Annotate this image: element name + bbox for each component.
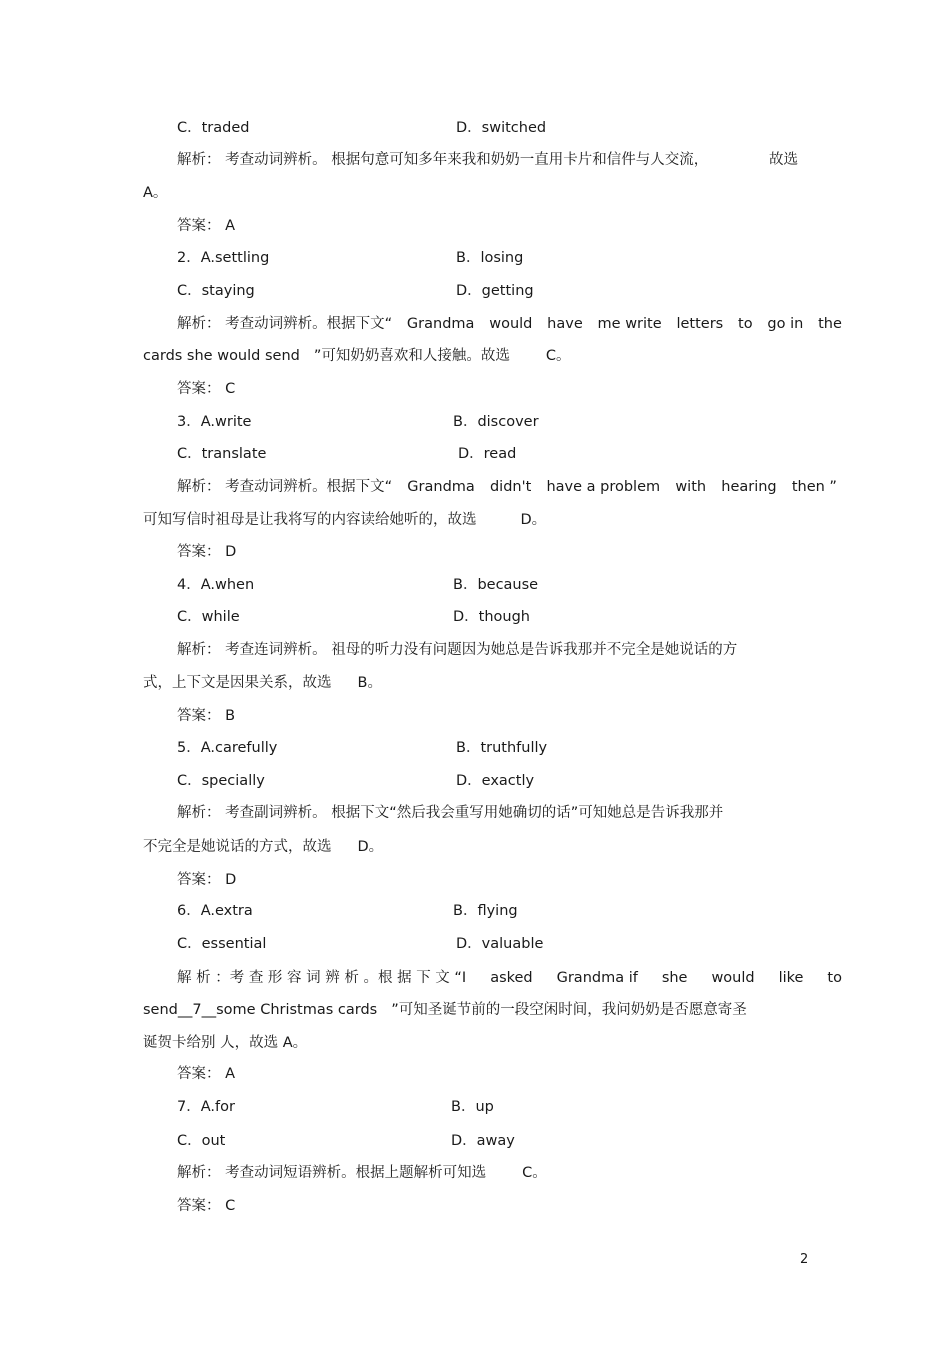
q1-answer: 答案： A <box>177 218 236 234</box>
q3-analysis-word: have a problem <box>546 479 661 495</box>
q3-analysis-line1 <box>177 478 837 496</box>
q6-analysis-line3: 诞贺卡给别 人，故选 A。 <box>143 1035 308 1051</box>
q6-analysis-word: she <box>661 970 688 986</box>
q5-analysis-line2 <box>143 838 383 856</box>
page-number: 2 <box>800 1252 809 1267</box>
q6-analysis-word: send <box>143 1002 178 1018</box>
q7-option-c: C．out <box>177 1133 226 1149</box>
q7-option-d: D．away <box>451 1133 515 1149</box>
q4-option-d: D．though <box>453 609 530 625</box>
q1-analysis-line2: A。 <box>143 185 168 201</box>
q2-option-a: 2．A.settling <box>177 250 270 266</box>
q3-analysis-word: 解析： 考查动词辨析。根据下文“ <box>177 479 393 495</box>
q5-analysis-line1: 解析： 考查副词辨析。 根据下文“然后我会重写用她确切的话”可知她总是告诉我那并 <box>177 805 724 821</box>
q6-analysis-line1 <box>177 969 842 987</box>
q2-analysis-quote: cards she would send <box>143 348 300 364</box>
q3-analysis-word: then ” <box>791 479 837 495</box>
q7-option-a: 7．A.for <box>177 1099 235 1115</box>
q6-analysis-word: would <box>711 970 755 986</box>
q1-option-d: D．switched <box>456 120 547 136</box>
q4-option-c: C．while <box>177 609 240 625</box>
q2-analysis-word: me write <box>597 316 662 332</box>
q3-analysis-word: hearing <box>721 479 777 495</box>
q1-analysis-line1: 解析： 考查动词辨析。 根据句意可知多年来我和奶奶一直用卡片和信件与人交流， <box>177 152 709 168</box>
q7-option-b: B．up <box>451 1099 494 1115</box>
q5-option-c: C．specially <box>177 773 265 789</box>
q6-analysis-word: like <box>778 970 804 986</box>
q4-option-a: 4．A.when <box>177 577 255 593</box>
q2-option-b: B．losing <box>456 250 524 266</box>
q4-analysis-text: 式，上下文是因果关系，故选 <box>143 675 332 691</box>
q3-analysis-choice: D。 <box>520 512 547 528</box>
q2-analysis-word: the <box>818 316 842 332</box>
q3-option-c: C．translate <box>177 446 267 462</box>
q6-analysis-quote: some Christmas cards <box>216 1002 378 1018</box>
q5-option-b: B．truthfully <box>456 740 548 756</box>
q2-analysis-word: have <box>547 316 583 332</box>
q2-analysis-choice: C。 <box>545 348 571 364</box>
q2-analysis-word: go in <box>767 316 804 332</box>
q2-analysis-word: 解析： 考查动词辨析。根据下文“ <box>177 316 393 332</box>
q3-analysis-word: with <box>675 479 707 495</box>
q4-analysis-choice: B。 <box>357 675 382 691</box>
q3-analysis-word: didn't <box>489 479 532 495</box>
q1-analysis-suffix: 故选 <box>769 152 798 168</box>
q5-analysis-text: 不完全是她说话的方式，故选 <box>143 839 332 855</box>
q3-option-a: 3．A.write <box>177 414 252 430</box>
q2-analysis-text: ”可知奶奶喜欢和人接触。故选 <box>313 348 510 364</box>
q5-option-a: 5．A.carefully <box>177 740 278 756</box>
q4-option-b: B．because <box>453 577 539 593</box>
q6-option-a: 6．A.extra <box>177 903 253 919</box>
q6-analysis-word: 解 析 ：考 查 形 容 词 辨 析 。根 据 下 文 “I <box>177 970 467 986</box>
q2-option-d: D．getting <box>456 283 534 299</box>
q6-analysis-word: asked <box>490 970 533 986</box>
q2-analysis-word: Grandma <box>406 316 475 332</box>
q3-analysis-word: Grandma <box>407 479 475 495</box>
q6-analysis-text: ”可知圣诞节前的一段空闲时间，我问奶奶是否愿意寄圣 <box>391 1002 747 1018</box>
q2-analysis-word: to <box>738 316 753 332</box>
q5-analysis-choice: D。 <box>357 839 384 855</box>
q7-analysis-choice: C。 <box>522 1165 547 1181</box>
q2-analysis-word: letters <box>676 316 724 332</box>
q2-analysis-word: would <box>489 316 533 332</box>
q1-option-c: C．traded <box>177 120 250 136</box>
q3-option-b: B．discover <box>453 414 539 430</box>
q5-option-d: D．exactly <box>456 773 535 789</box>
q7-answer: 答案： C <box>177 1198 236 1214</box>
q2-analysis-line2 <box>143 347 570 365</box>
q6-option-b: B．flying <box>453 903 518 919</box>
q6-option-d: D．valuable <box>456 936 544 952</box>
q6-analysis-blank: __7__ <box>177 1002 217 1018</box>
q7-analysis-text: 解析： 考查动词短语辨析。根据上题解析可知选 <box>177 1165 487 1181</box>
q5-answer: 答案： D <box>177 872 237 888</box>
q3-analysis-text: 可知写信时祖母是让我将写的内容读给她听的，故选 <box>143 512 477 528</box>
q6-analysis-line2 <box>143 1001 747 1019</box>
q6-option-c: C．essential <box>177 936 267 952</box>
q4-analysis-line1: 解析： 考查连词辨析。 祖母的听力没有问题因为她总是告诉我那并不完全是她说话的方 <box>177 642 738 658</box>
q2-analysis-line1 <box>177 315 842 333</box>
q7-analysis <box>177 1164 547 1182</box>
q6-answer: 答案： A <box>177 1066 236 1082</box>
q3-option-d: D．read <box>458 446 517 462</box>
q2-option-c: C．staying <box>177 283 255 299</box>
q3-answer: 答案： D <box>177 544 237 560</box>
q2-answer: 答案： C <box>177 381 236 397</box>
q3-analysis-line2 <box>143 511 546 529</box>
q6-analysis-word: Grandma if <box>556 970 638 986</box>
q4-answer: 答案： B <box>177 708 236 724</box>
q4-analysis-line2 <box>143 674 382 692</box>
q6-analysis-word: to <box>827 970 842 986</box>
